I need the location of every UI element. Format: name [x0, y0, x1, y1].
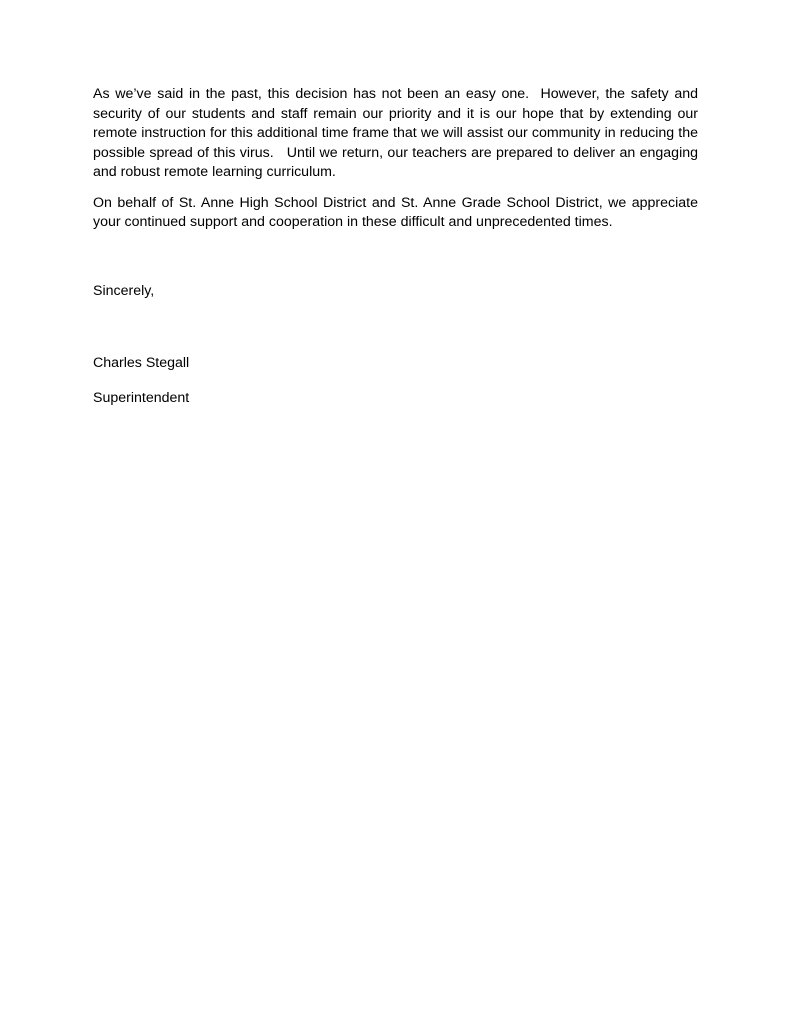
letter-closing: Sincerely,	[93, 282, 155, 299]
signer-title: Superintendent	[93, 389, 190, 406]
letter-paragraph-appreciation: On behalf of St. Anne High School District and St. Anne Grade School District, we appreciate your continued support and cooperation in these difficult and unprecedented times.	[93, 194, 702, 230]
letter-paragraph-decision: As we’ve said in the past, this decision has not been an easy one. However, the safety and security of our students and staff remain our priority and it is our hope that by extending our remote instruction for this additional time frame that we will assist our community in reducing the possible spread of this virus. Until we return, our teachers are prepared to deliver an engaging and robust remote learning curriculum.	[93, 86, 702, 180]
signer-name: Charles Stegall	[93, 355, 190, 371]
